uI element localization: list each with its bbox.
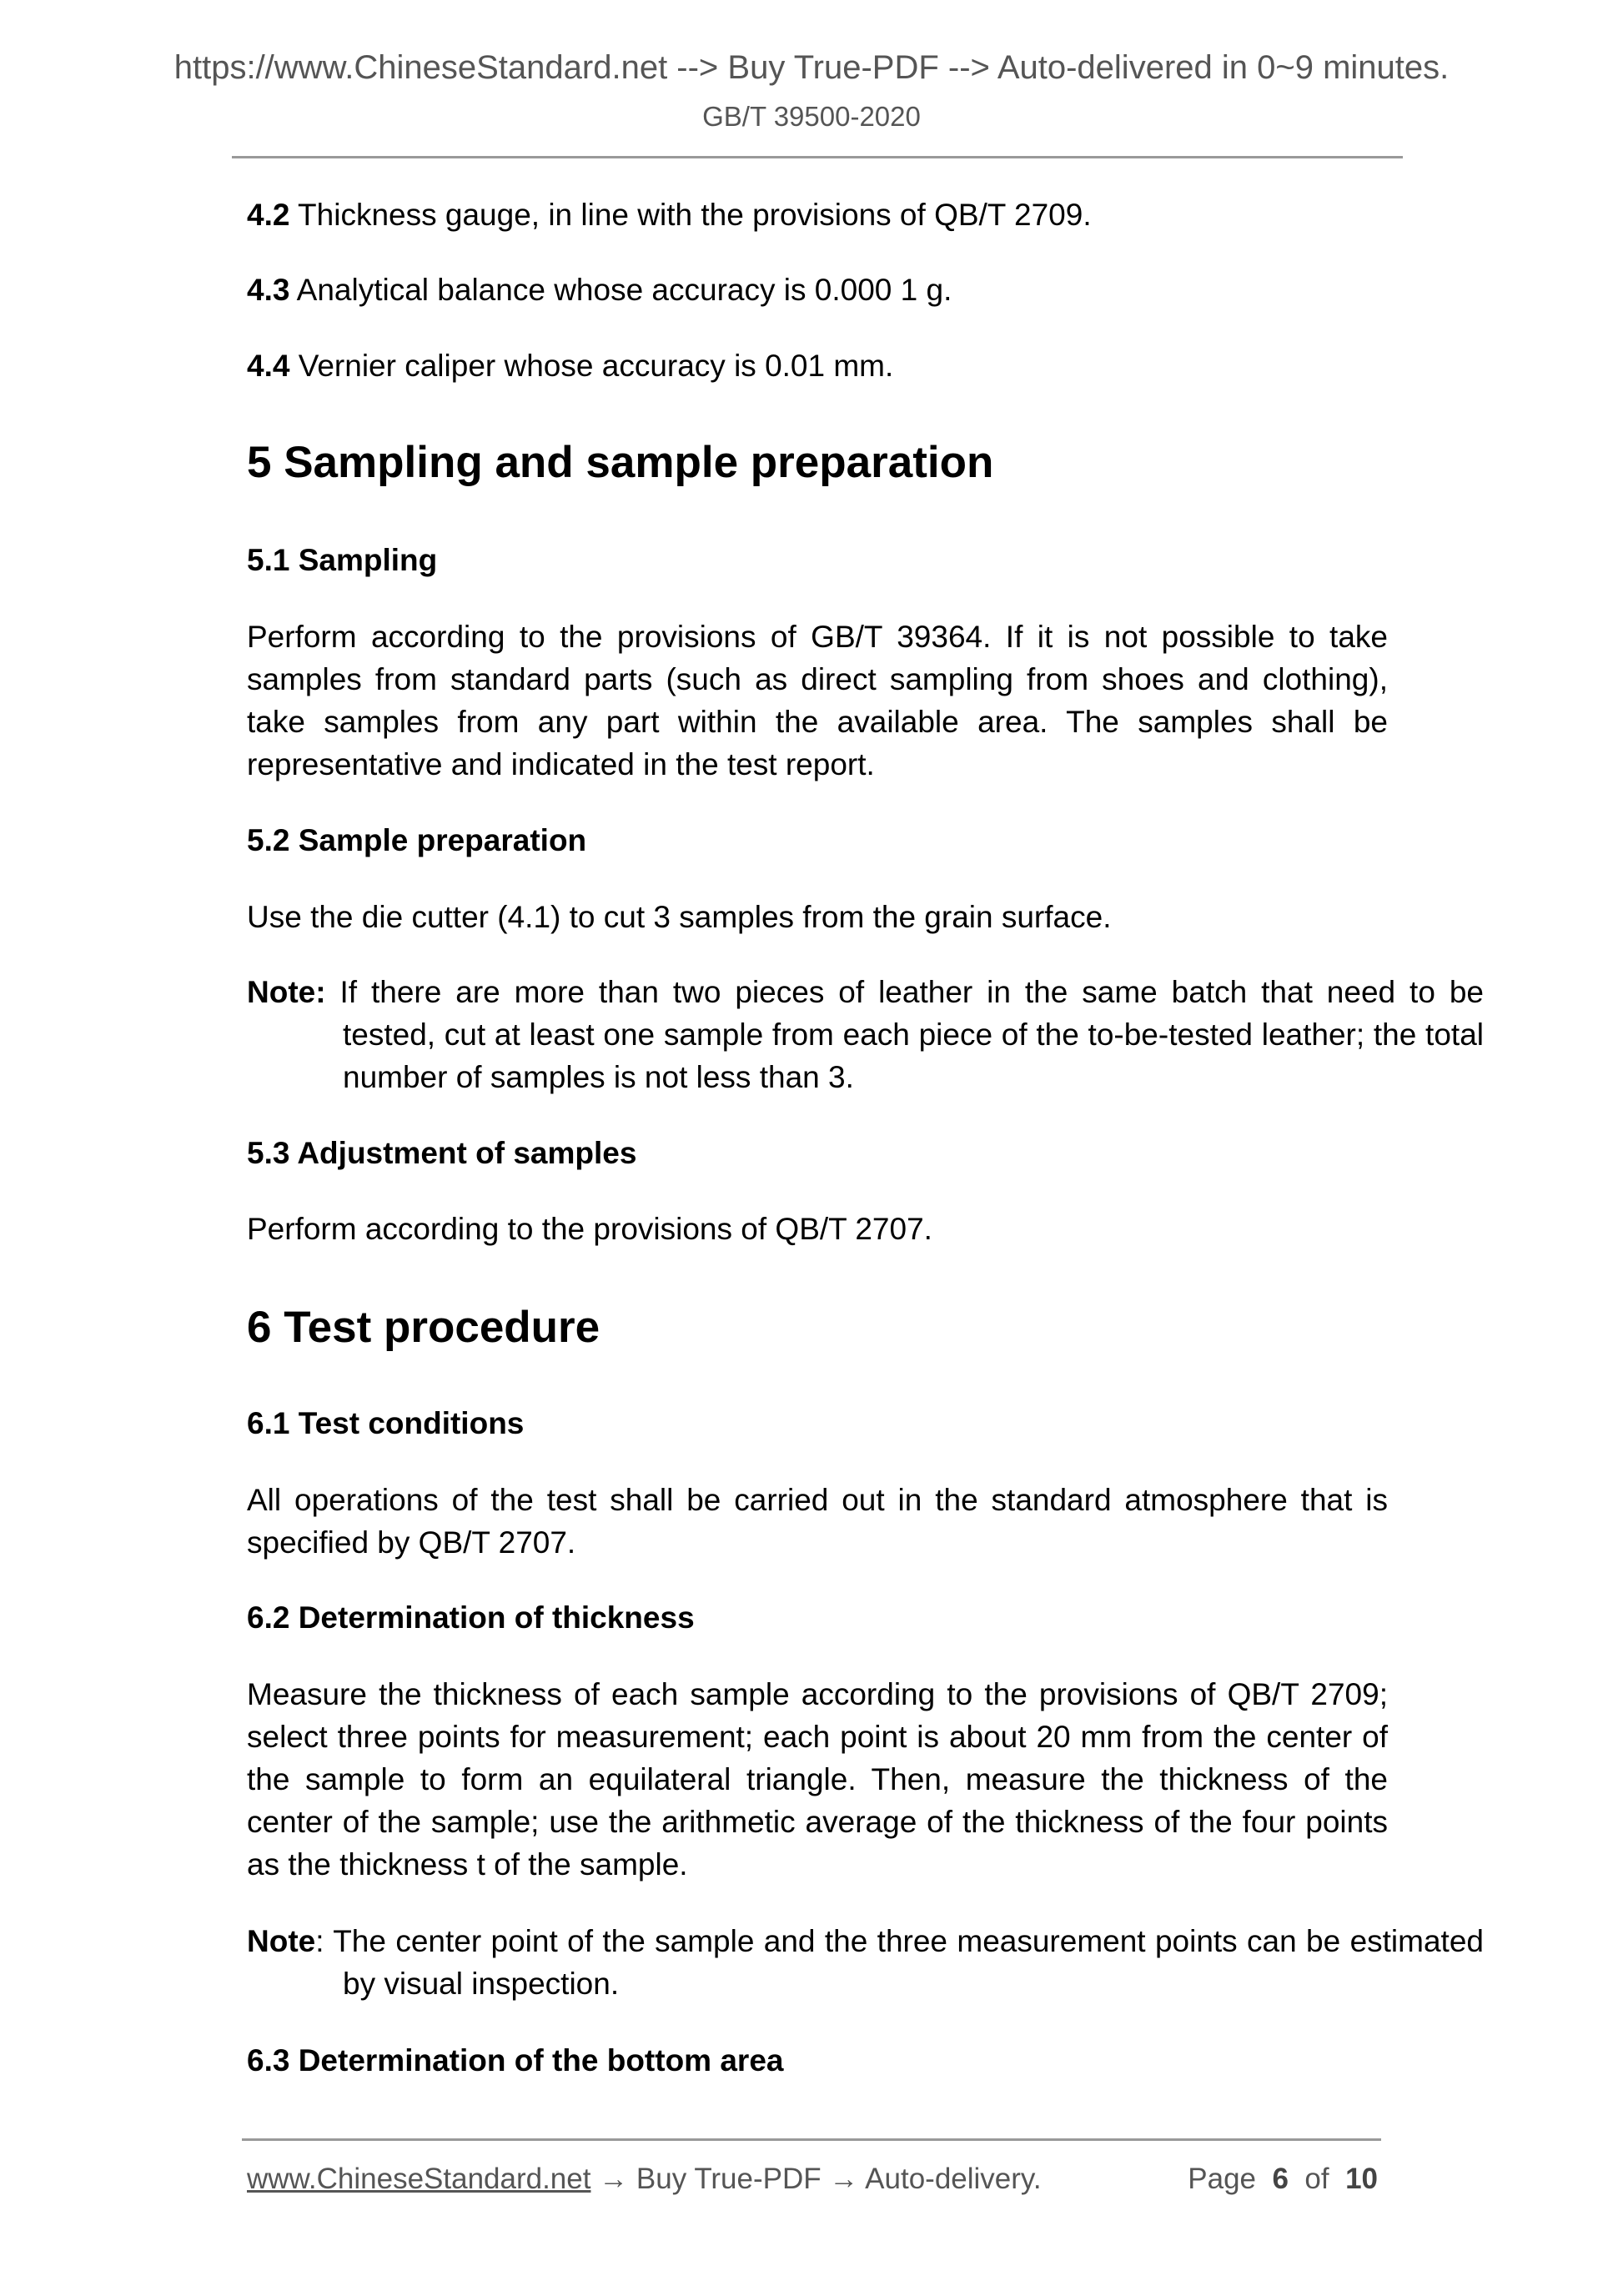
header-banner: https://www.ChineseStandard.net --> Buy True-PDF --> Auto-delivered in 0~9 minutes. — [173, 49, 1450, 86]
item-4-3 — [247, 269, 1388, 311]
page-indicator — [1188, 2160, 1378, 2198]
note-label: Note: — [247, 975, 326, 1009]
footer — [247, 2160, 1388, 2198]
paragraph-5-1: Perform according to the provisions of GB/T 39364. If it is not possible to take samples from standard parts (such as direct sampling from shoes and clothing), take samples from any part within the available area. The samples shall be representative and indicated in the test report. — [247, 620, 1388, 781]
item-number: 4.3 — [247, 273, 290, 307]
item-number: 4.2 — [247, 198, 290, 232]
page-label: Page — [1188, 2163, 1257, 2195]
heading-6-1: 6.1 Test conditions — [247, 1406, 525, 1440]
paragraph-6-2: Measure the thickness of each sample according to the provisions of QB/T 2709; select three points for measurement; each point is about 20 mm from the center of the sample to form an equilateral triangle. Then, measure the thickness of the center of the sample; use the arithmetic average of the thickness of the four points as the thickness t of the sample. — [247, 1677, 1388, 1882]
note-6-2 — [247, 1920, 1484, 2005]
item-4-2 — [247, 193, 1388, 236]
paragraph-6-1: All operations of the test shall be carried out in the standard atmosphere that is specified by QB/T 2707. — [247, 1483, 1388, 1560]
note-5-2 — [247, 971, 1484, 1098]
item-text: Thickness gauge, in line with the provisions of QB/T 2709. — [289, 198, 1092, 232]
heading-5-2: 5.2 Sample preparation — [247, 823, 587, 857]
item-number: 4.4 — [247, 349, 290, 383]
item-4-4 — [247, 344, 1388, 387]
note-label: Note — [247, 1924, 316, 1958]
page-total: 10 — [1345, 2163, 1378, 2195]
standard-number: GB/T 39500-2020 — [702, 101, 921, 132]
footer-link[interactable]: www.ChineseStandard.net — [247, 2163, 591, 2195]
heading-6-3: 6.3 Determination of the bottom area — [247, 2043, 784, 2077]
note-text: If there are more than two pieces of leather in the same batch that need to be tested, cut at least one sample from each piece of the to-be-tested leather; the total number of samples is not less than 3. — [325, 975, 1484, 1094]
footer-divider — [242, 2138, 1381, 2141]
header-divider — [232, 156, 1403, 158]
note-text: : The center point of the sample and the three measurement points can be estimated by visual inspection. — [315, 1924, 1484, 2001]
heading-5-3: 5.3 Adjustment of samples — [247, 1136, 637, 1170]
item-text: Analytical balance whose accuracy is 0.000 1 g. — [289, 273, 952, 307]
footer-text: → Buy True-PDF → Auto-delivery. — [590, 2163, 1042, 2195]
heading-6-2: 6.2 Determination of thickness — [247, 1600, 695, 1635]
heading-section-6: 6 Test procedure — [247, 1303, 600, 1352]
item-text: Vernier caliper whose accuracy is 0.01 mm. — [289, 349, 894, 383]
heading-section-5: 5 Sampling and sample preparation — [247, 438, 994, 487]
page-number: 6 — [1272, 2163, 1289, 2195]
of-label: of — [1304, 2163, 1329, 2195]
paragraph-5-3: Perform according to the provisions of QB/T 2707. — [247, 1212, 932, 1246]
paragraph-5-2: Use the die cutter (4.1) to cut 3 samples from the grain surface. — [247, 900, 1112, 934]
heading-5-1: 5.1 Sampling — [247, 543, 438, 577]
